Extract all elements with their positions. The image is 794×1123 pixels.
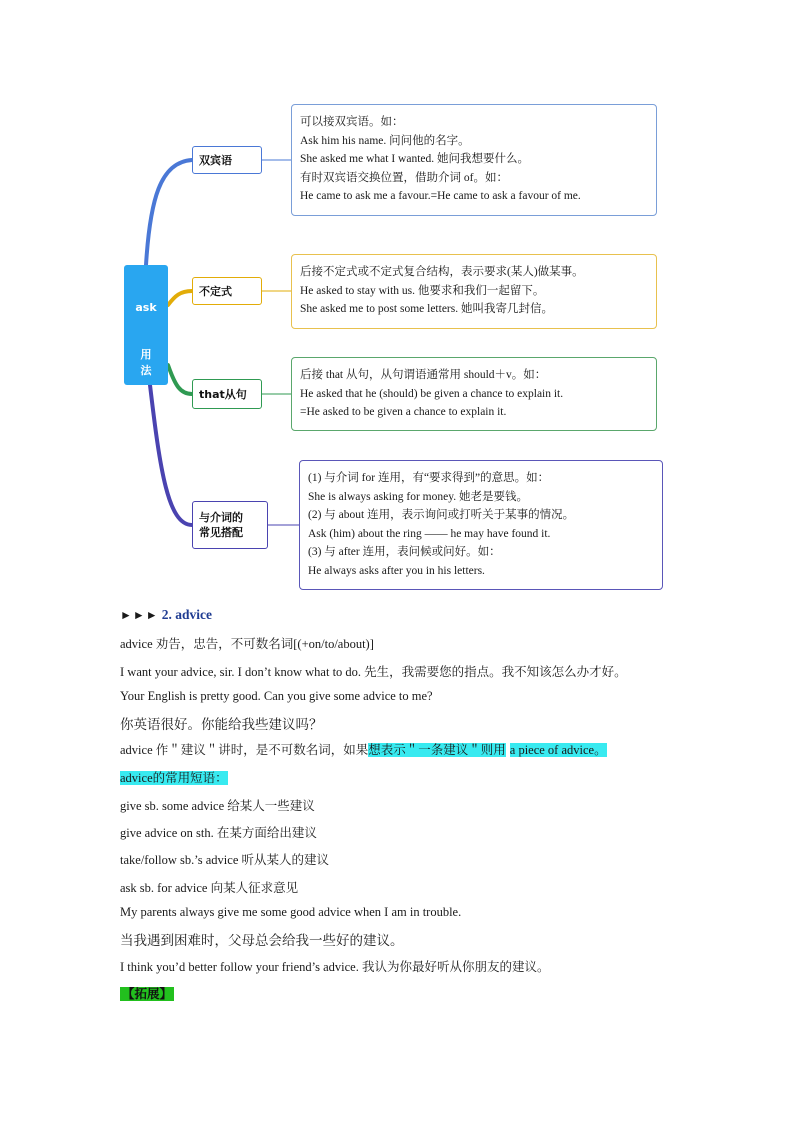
- box-line: 后接不定式或不定式复合结构，表示要求(某人)做某事。: [300, 266, 584, 278]
- definition-line: advice 劝告，忠告，不可数名词[(+on/to/about)]: [120, 637, 374, 651]
- box-line: 有时双宾语交换位置，借助介词 of。如：: [300, 171, 508, 184]
- box-line: =He asked to be given a chance to explain it.: [300, 406, 507, 418]
- branch-box-that-clause: [291, 357, 657, 431]
- box-line: 后接 that 从句，从句谓语通常用 should＋v。如：: [300, 369, 547, 381]
- mindmap-root: [124, 265, 168, 385]
- branch-node-label-line2: 常见搭配: [199, 526, 243, 539]
- root-label: [124, 347, 168, 379]
- example-line: Your English is pretty good. Can you give some advice to me?: [120, 689, 433, 703]
- box-line: Ask him his name. 问问他的名字。: [300, 134, 470, 147]
- note-highlight: 想表示＂一条建议＂则用: [368, 743, 506, 757]
- note-text: advice 作＂建议＂讲时，是不可数名词，如果: [120, 743, 369, 757]
- box-line: 可以接双宾语。如：: [300, 116, 404, 128]
- branch-node-double-object: 双宾语: [192, 146, 262, 174]
- translation-line: 当我遇到困难时，父母总会给我一些好的建议。: [120, 933, 404, 948]
- box-line: He asked to stay with us. 他要求和我们一起留下。: [300, 284, 545, 297]
- box-line: He came to ask me a favour.=He came to ask a favour of me.: [300, 190, 581, 202]
- translation-line: 你英语很好。你能给我些建议吗？: [120, 717, 323, 732]
- note-line: [120, 740, 607, 758]
- phrase-item: take/follow sb.’s advice 听从某人的建议: [120, 853, 329, 867]
- branch-box-double-object: [291, 104, 657, 216]
- root-word: ask: [135, 301, 157, 314]
- branch-node-infinitive: 不定式: [192, 277, 262, 305]
- example-line: I think you’d better follow your friend’s advice. 我认为你最好听从你朋友的建议。: [120, 960, 550, 974]
- branch-node-prepositions: [192, 501, 268, 549]
- box-line: She is always asking for money. 她老是要钱。: [308, 490, 528, 503]
- phrases-title-rest: 的常用短语：: [152, 771, 228, 785]
- box-line: Ask (him) about the ring —— he may have found it.: [308, 527, 551, 540]
- section-heading: [120, 607, 212, 623]
- connector-branch-4: [150, 385, 192, 525]
- box-line: (1) 与介词 for 连用，有“要求得到”的意思。如：: [308, 472, 550, 484]
- phrases-title-word: advice: [120, 771, 153, 785]
- box-line: (2) 与 about 连用，表示询问或打听关于某事的情况。: [308, 509, 575, 521]
- extend-label: 【拓展】: [122, 987, 173, 1001]
- note-highlight: a piece of advice。: [509, 743, 607, 757]
- box-line: She asked me to post some letters. 她叫我寄几封信。: [300, 303, 553, 315]
- branch-box-prepositions: [299, 460, 663, 590]
- connector-branch-3: [168, 365, 192, 394]
- branch-box-infinitive: [291, 254, 657, 329]
- box-line: (3) 与 after 连用，表问候或问好。如：: [308, 546, 501, 558]
- example-line: My parents always give me some good advice when I am in trouble.: [120, 905, 462, 919]
- phrase-item: give advice on sth. 在某方面给出建议: [120, 826, 317, 840]
- box-line: She asked me what I wanted. 她问我想要什么。: [300, 153, 529, 165]
- branch-node-that-clause: that从句: [192, 379, 262, 409]
- connector-branch-2: [168, 291, 192, 305]
- box-line: He always asks after you in his letters.: [308, 564, 485, 577]
- phrases-title: [120, 768, 228, 786]
- section-title: 2. advice: [161, 607, 213, 622]
- extend-tag: [120, 984, 174, 1002]
- connector-branch-1: [146, 160, 192, 265]
- arrows-icon: ►►►: [120, 608, 159, 622]
- example-line: I want your advice, sir. I don’t know what to do. 先生，我需要您的指点。我不知该怎么办才好。: [120, 665, 627, 679]
- root-label-char: 法: [140, 364, 152, 377]
- branch-node-label-line1: 与介词的: [199, 511, 243, 524]
- root-label-char: 用: [140, 348, 152, 361]
- phrase-item: ask sb. for advice 向某人征求意见: [120, 881, 299, 895]
- box-line: He asked that he (should) be given a chance to explain it.: [300, 387, 564, 400]
- phrase-item: give sb. some advice 给某人一些建议: [120, 799, 315, 813]
